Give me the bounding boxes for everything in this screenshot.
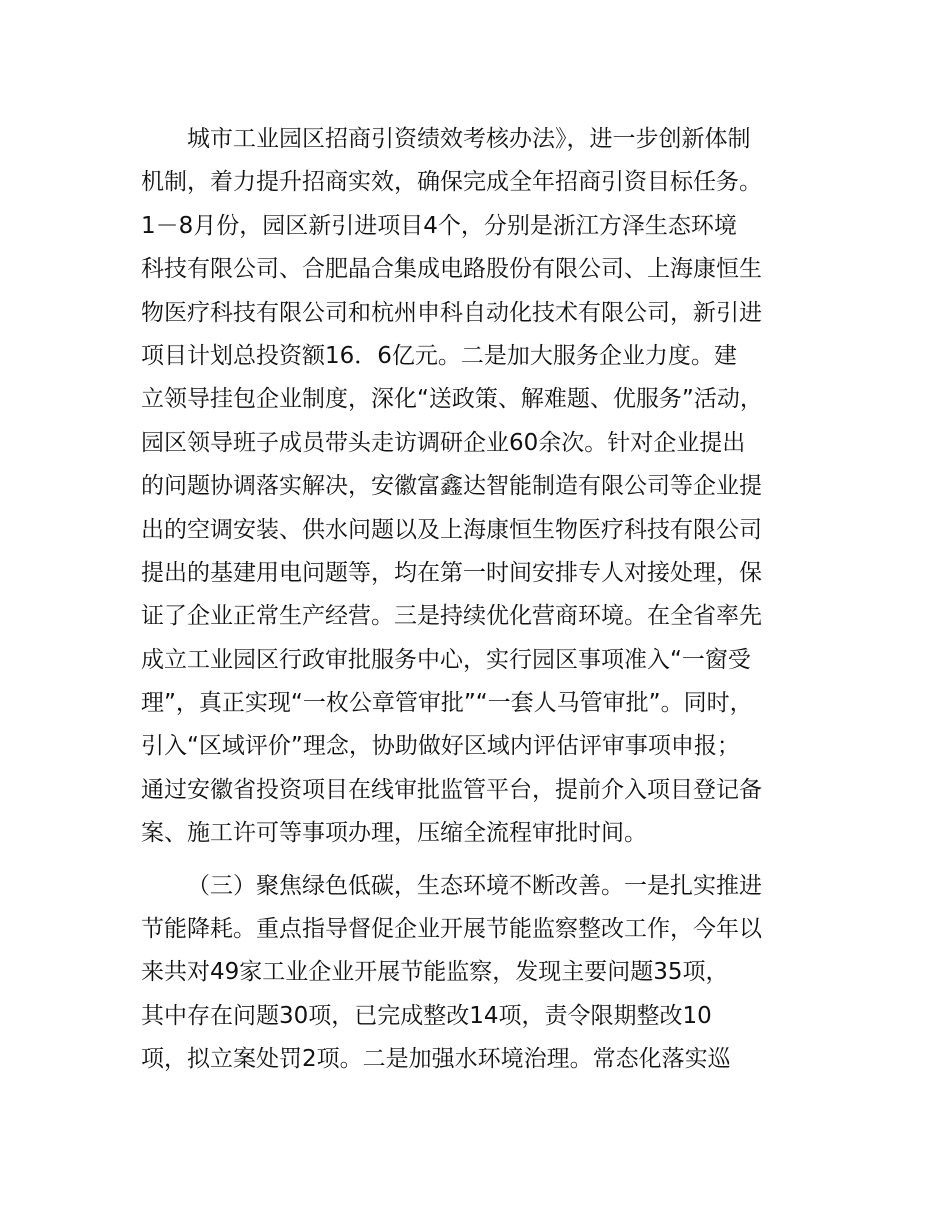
text-line: 1－8月份，园区新引进项目4个，分别是浙江方泽生态环境 bbox=[141, 212, 737, 239]
text-line: 项目计划总投资额16．6亿元。二是加大服务企业力度。建 bbox=[141, 342, 737, 369]
text-line: 节能降耗。重点指导督促企业开展节能监察整改工作，今年以 bbox=[141, 916, 762, 943]
text-line: 通过安徽省投资项目在线审批监管平台，提前介入项目登记备 bbox=[141, 776, 762, 803]
text-line: 的问题协调落实解决，安徽富鑫达智能制造有限公司等企业提 bbox=[141, 473, 762, 500]
text-line: 其中存在问题30项，已完成整改14项，责令限期整改10 bbox=[141, 1002, 712, 1029]
text-line: （三）聚焦绿色低碳，生态环境不断改善。一是扎实推进 bbox=[187, 872, 762, 899]
paragraph-2 bbox=[141, 865, 841, 1082]
body-text bbox=[141, 118, 841, 1082]
text-line: 来共对49家工业企业开展节能监察，发现主要问题35项， bbox=[141, 959, 729, 986]
text-line: 出的空调安装、供水问题以及上海康恒生物医疗科技有限公司 bbox=[141, 516, 762, 543]
text-line: 证了企业正常生产经营。三是持续优化营商环境。在全省率先 bbox=[141, 603, 762, 630]
text-line: 园区领导班子成员带头走访调研企业60余次。针对企业提出 bbox=[141, 429, 746, 456]
text-line: 立领导挂包企业制度，深化“送政策、解难题、优服务”活动， bbox=[141, 386, 763, 413]
text-line: 物医疗科技有限公司和杭州申科自动化技术有限公司，新引进 bbox=[141, 299, 762, 326]
paragraph-1 bbox=[141, 118, 841, 856]
text-line: 科技有限公司、合肥晶合集成电路股份有限公司、上海康恒生 bbox=[141, 256, 762, 283]
text-line: 项，拟立案处罚2项。二是加强水环境治理。常态化落实巡 bbox=[141, 1046, 731, 1073]
text-line: 案、施工许可等事项办理，压缩全流程审批时间。 bbox=[141, 820, 647, 847]
text-line: 城市工业园区招商引资绩效考核办法》，进一步创新体制 bbox=[187, 126, 751, 152]
text-line: 机制，着力提升招商实效，确保完成全年招商引资目标任务。 bbox=[141, 169, 762, 196]
text-line: 成立工业园区行政审批服务中心，实行园区事项准入“一窗受 bbox=[141, 646, 751, 673]
text-line: 引入“区域评价”理念，协助做好区域内评估评审事项申报； bbox=[141, 733, 740, 760]
text-line: 提出的基建用电问题等，均在第一时间安排专人对接处理，保 bbox=[141, 559, 762, 586]
text-line: 理”，真正实现“一枚公章管审批”“一套人马管审批”。同时， bbox=[141, 690, 753, 717]
